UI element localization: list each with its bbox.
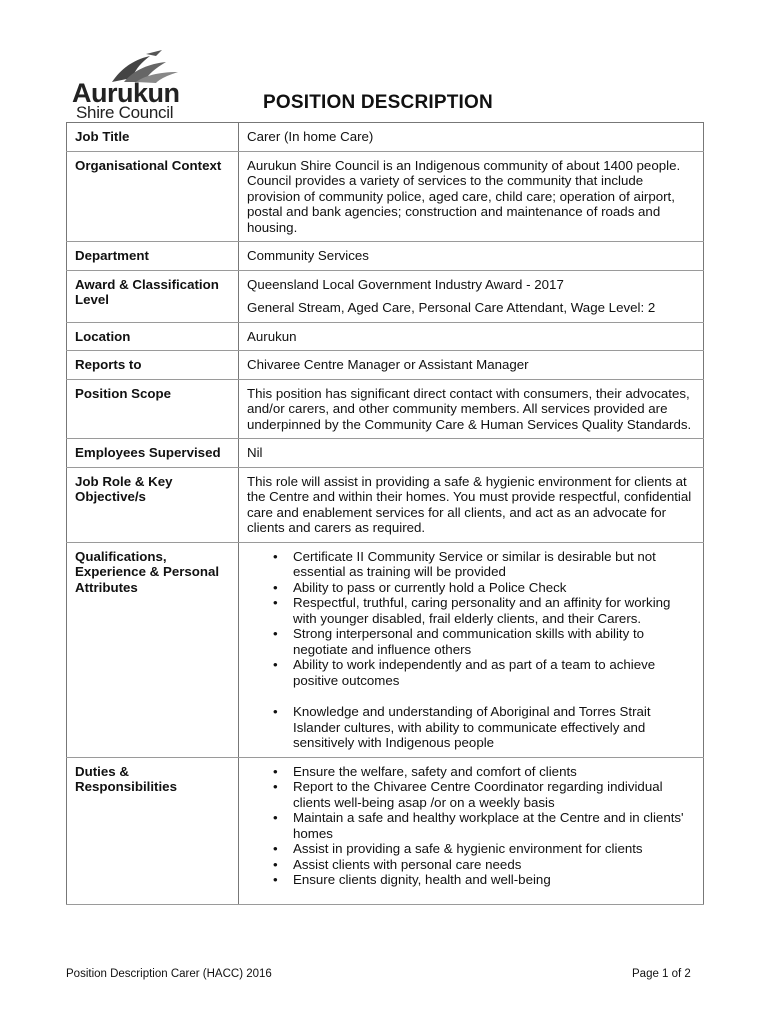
table-row <box>67 123 704 152</box>
row-label: Qualifications, Experience & Personal Attributes <box>67 542 239 757</box>
list-item: • Strong interpersonal and communication skills with ability to negotiate and influence others <box>293 626 697 657</box>
row-value: Community Services <box>239 242 704 271</box>
list-item: • Respectful, truthful, caring personality and an affinity for working with younger disabled, frail elderly clients, and their Carers. <box>293 595 697 626</box>
footer-page-number: Page 1 of 2 <box>632 968 691 980</box>
row-value: Nil <box>239 439 704 468</box>
list-item: • Maintain a safe and healthy workplace at the Centre and in clients' homes <box>293 810 697 841</box>
logo-subtitle: Shire Council <box>76 103 174 122</box>
row-value <box>239 542 704 757</box>
list-item: • Report to the Chivaree Centre Coordinator regarding individual clients well-being asap /or on a weekly basis <box>293 779 697 810</box>
row-value: Aurukun Shire Council is an Indigenous community of about 1400 people. Council provides a variety of services to the community that include provision of community police, aged care, child care; operation of airport, postal and bank agencies; construction and maintenance of roads and housing. <box>239 151 704 242</box>
row-value: Carer (In home Care) <box>239 123 704 152</box>
row-label: Award & Classification Level <box>67 270 239 322</box>
position-table <box>66 122 704 905</box>
table-row <box>67 379 704 439</box>
logo-wordmark: Aurukun <box>72 78 180 108</box>
row-label: Employees Supervised <box>67 439 239 468</box>
council-logo <box>68 48 218 120</box>
table-row <box>67 439 704 468</box>
row-value: Chivaree Centre Manager or Assistant Manager <box>239 351 704 380</box>
row-label: Position Scope <box>67 379 239 439</box>
list-item: • Ability to work independently and as part of a team to achieve positive outcomes <box>293 657 697 688</box>
duties-list <box>247 764 697 888</box>
list-item: • Certificate II Community Service or similar is desirable but not essential as training will be provided <box>293 549 697 580</box>
list-item: • Assist in providing a safe & hygienic environment for clients <box>293 841 697 857</box>
row-value: This role will assist in providing a safe & hygienic environment for clients at the Centre and within their homes. You must provide respectful, confidential care and enablement services for all clients, and act as an advocate for clients and carers as required. <box>239 467 704 542</box>
qualifications-list <box>247 549 697 751</box>
list-item: • Knowledge and understanding of Aboriginal and Torres Strait Islander cultures, with ability to communicate effectively and sensitively with Indigenous people <box>293 704 697 751</box>
table-row <box>67 757 704 904</box>
row-value <box>239 757 704 904</box>
page-title: POSITION DESCRIPTION <box>263 92 493 113</box>
row-label: Job Title <box>67 123 239 152</box>
table-row <box>67 151 704 242</box>
footer-document-name: Position Description Carer (HACC) 2016 <box>66 968 272 980</box>
classification-level: General Stream, Aged Care, Personal Care Attendant, Wage Level: 2 <box>247 300 656 315</box>
row-value <box>239 270 704 322</box>
row-label: Location <box>67 322 239 351</box>
award-name: Queensland Local Government Industry Award - 2017 <box>247 276 564 292</box>
row-label: Job Role & Key Objective/s <box>67 467 239 542</box>
row-value: This position has significant direct contact with consumers, their advocates, and/or carers, and other community members. All services provided are underpinned by the Community Care & Human Services Quality Standards. <box>239 379 704 439</box>
row-label: Organisational Context <box>67 151 239 242</box>
row-label: Duties & Responsibilities <box>67 757 239 904</box>
list-item: • Assist clients with personal care needs <box>293 857 697 873</box>
list-item: • Ability to pass or currently hold a Police Check <box>293 580 697 596</box>
table-row <box>67 270 704 322</box>
table-row <box>67 351 704 380</box>
list-item: • Ensure the welfare, safety and comfort of clients <box>293 764 697 780</box>
table-row <box>67 467 704 542</box>
row-label: Department <box>67 242 239 271</box>
table-row <box>67 542 704 757</box>
table-row <box>67 322 704 351</box>
row-value: Aurukun <box>239 322 704 351</box>
list-item: • Ensure clients dignity, health and well-being <box>293 872 697 888</box>
table-row <box>67 242 704 271</box>
row-label: Reports to <box>67 351 239 380</box>
